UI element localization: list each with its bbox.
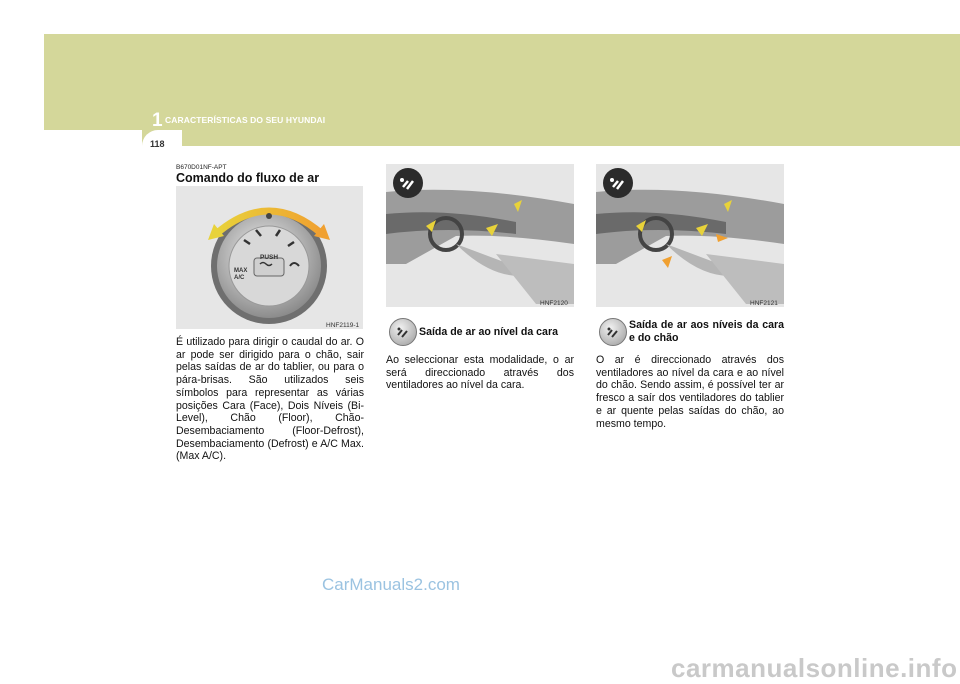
- airflow-knob-figure: [176, 186, 363, 329]
- header-band-cut: [44, 130, 142, 146]
- bilevel-vent-icon-button: [599, 318, 627, 346]
- bilevel-mode-text: O ar é direccionado através dos ventiladores ao nível da cara e ao nível do chão. Sendo assim, é possível ter ar fresco a saír dos ventiladores do tablier e ar quente pelas saídas do chão, ao mesmo tempo.: [596, 354, 784, 430]
- face-mode-badge: [393, 168, 423, 198]
- face-vent-icon: [393, 168, 423, 198]
- bilevel-figure-caption: HNF2121: [750, 300, 778, 307]
- face-vent-icon: [395, 324, 411, 340]
- bilevel-vent-icon: [605, 324, 621, 340]
- knob-figure-caption: HNF2119-1: [326, 322, 360, 329]
- page-number: 118: [150, 139, 165, 149]
- bilevel-mode-badge: [603, 168, 633, 198]
- chapter-title: CARACTERÍSTICAS DO SEU HYUNDAI: [165, 115, 326, 125]
- section-heading: Comando do fluxo de ar: [176, 171, 320, 185]
- chapter-number: 1: [152, 110, 163, 131]
- bilevel-vent-icon: [603, 168, 633, 198]
- watermark-left[interactable]: CarManuals2.com: [322, 575, 460, 594]
- push-label: PUSH: [260, 254, 279, 261]
- max-ac-label: MAX A/C: [234, 268, 248, 281]
- face-mode-title: Saída de ar ao nível da cara: [419, 326, 558, 338]
- face-vent-icon-button: [389, 318, 417, 346]
- face-figure-caption: HNF2120: [540, 300, 568, 307]
- section-code: B670D01NF-APT: [176, 164, 227, 171]
- face-mode-text: Ao seleccionar esta modalidade, o ar será direccionado através dos ventiladores ao nível da cara.: [386, 354, 574, 392]
- bilevel-mode-title: Saída de ar aos níveis da cara e do chão: [629, 319, 784, 344]
- watermark-right[interactable]: carmanualsonline.info: [671, 653, 958, 683]
- intro-paragraph: É utilizado para dirigir o caudal do ar. O ar pode ser dirigido para o chão, sair pelas saídas de ar do tablier, ou para o pára-brisas. São utilizados seis símbolos para representar as várias posições Cara (Face), Dois Níveis (Bi-Level), Chão (Floor), Chão-Desembaciamento (Floor-Defrost), Desembaciamento (Defrost) e A/C Max. (Max A/C).: [176, 336, 364, 463]
